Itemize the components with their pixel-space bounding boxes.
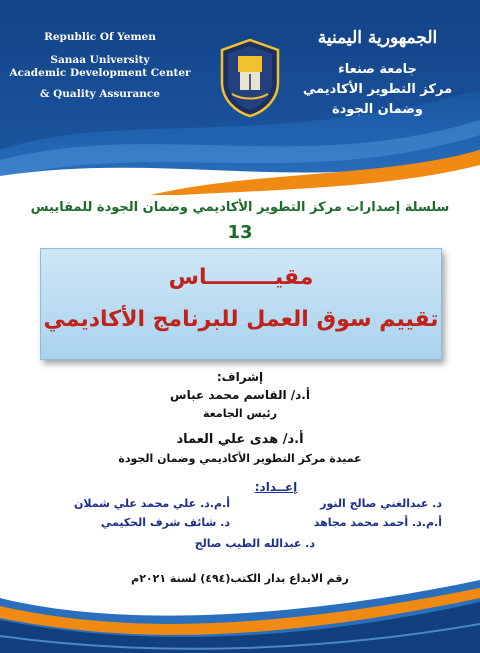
header-banner <box>0 0 480 195</box>
title-box <box>40 248 442 360</box>
supervisor-1-title: رئيس الجامعة <box>203 407 277 420</box>
series-title: سلسلة إصدارات مركز التطوير الأكاديمي وضمان الجودة للمقاييس <box>30 200 450 215</box>
supervision-label: إشراف: <box>216 370 264 384</box>
author-2: أ.م.د. علي محمد علي شملان <box>74 497 230 510</box>
english-line-center: Academic Development Center <box>9 67 191 79</box>
series-number: 13 <box>227 222 253 243</box>
legal-deposit-number: رقم الايداع بدار الكتب(٤٩٤) لسنة ٢٠٢١م <box>131 572 349 585</box>
arabic-line-center: مركز التطوير الأكاديمي <box>302 82 453 97</box>
author-1: د. عبدالغني صالح النور <box>320 497 442 510</box>
supervisor-2-title: عميدة مركز التطوير الأكاديمي وضمان الجودة <box>118 452 362 465</box>
arabic-calligraphy-title: الجمهورية اليمنية <box>317 28 438 48</box>
supervisor-2-name: أ.د/ هدى علي العماد <box>176 432 304 447</box>
english-line-republic: Republic Of Yemen <box>44 31 156 43</box>
document-type-title: مقيـــــــــاس <box>168 265 314 290</box>
arabic-line-university: جامعة صنعاء <box>338 62 417 77</box>
english-header-text <box>0 31 200 101</box>
author-5: د. عبدالله الطيب صالح <box>194 537 315 550</box>
english-line-university: Sanaa University <box>50 54 150 66</box>
document-main-title: تقييم سوق العمل للبرنامج الأكاديمي <box>43 307 439 332</box>
english-line-quality: & Quality Assurance <box>40 88 160 100</box>
author-4: د. شائف شرف الحكيمي <box>100 516 230 529</box>
supervisor-1-name: أ.د/ القاسم محمد عباس <box>170 388 310 402</box>
preparation-label: إعــداد: <box>254 480 298 494</box>
arabic-line-quality: وضمان الجودة <box>331 102 424 117</box>
sanaa-university-logo-icon <box>218 38 282 118</box>
footer-wave-decoration <box>0 558 480 653</box>
author-3: أ.م.د. أحمد محمد مجاهد <box>313 516 442 529</box>
